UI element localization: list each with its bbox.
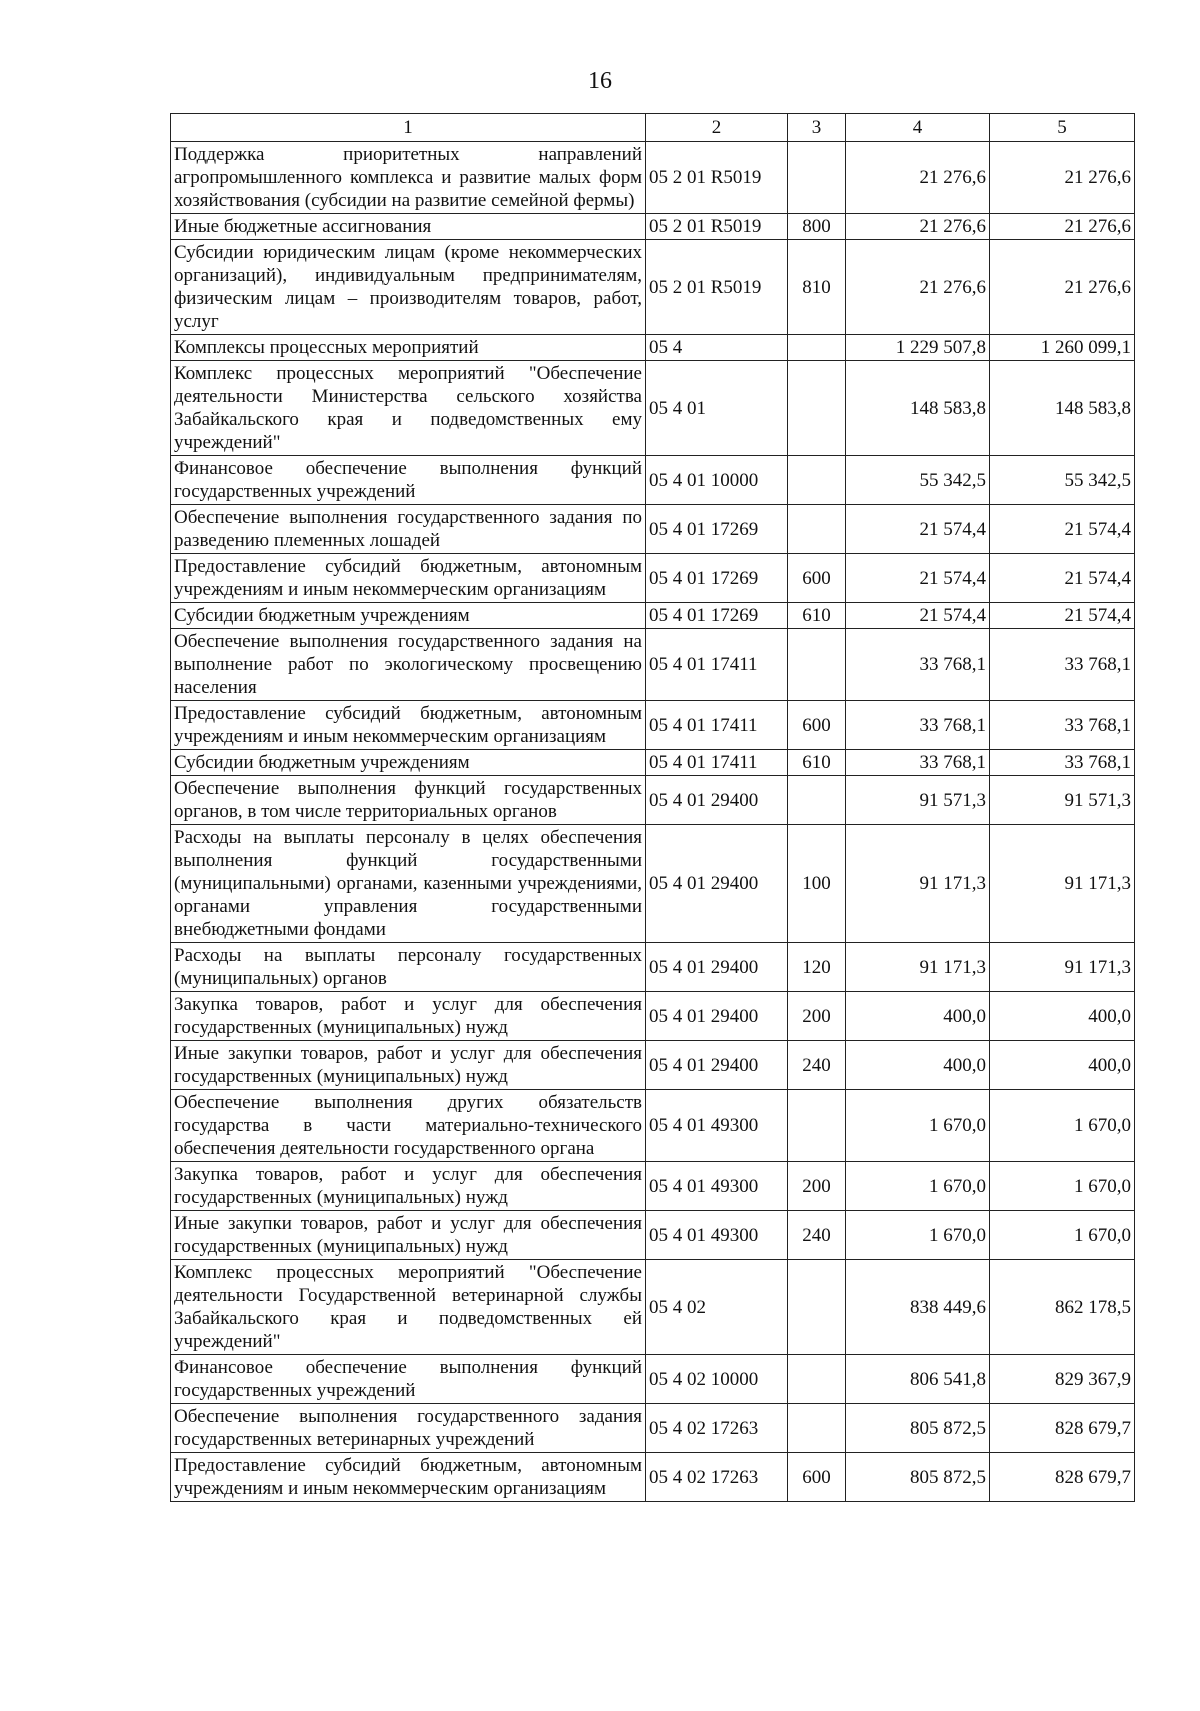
row-sum-col5-cell: 1 670,0 <box>990 1211 1135 1260</box>
row-name-cell: Закупка товаров, работ и услуг для обеспечения государственных (муниципальных) нужд <box>171 992 646 1041</box>
row-name-cell: Иные закупки товаров, работ и услуг для обеспечения государственных (муниципальных) нужд <box>171 1041 646 1090</box>
row-sum-col5-cell: 21 574,4 <box>990 505 1135 554</box>
row-code-cell: 05 4 01 49300 <box>646 1211 788 1260</box>
row-code-cell: 05 4 01 10000 <box>646 456 788 505</box>
row-code-cell: 05 2 01 R5019 <box>646 240 788 335</box>
table-row <box>171 750 1135 776</box>
row-sum-col4-cell: 806 541,8 <box>846 1355 990 1404</box>
row-sum-col4-cell: 838 449,6 <box>846 1260 990 1355</box>
row-type-cell: 200 <box>788 992 846 1041</box>
row-code-cell: 05 4 01 <box>646 361 788 456</box>
row-sum-col4-cell: 400,0 <box>846 992 990 1041</box>
table-row <box>171 825 1135 943</box>
row-code-cell: 05 4 01 17411 <box>646 629 788 701</box>
row-sum-col4-cell: 1 670,0 <box>846 1211 990 1260</box>
row-name-cell: Расходы на выплаты персоналу государственных (муниципальных) органов <box>171 943 646 992</box>
row-type-cell <box>788 505 846 554</box>
table-row <box>171 1355 1135 1404</box>
row-type-cell <box>788 1260 846 1355</box>
row-name-cell: Финансовое обеспечение выполнения функций государственных учреждений <box>171 456 646 505</box>
row-name-cell: Финансовое обеспечение выполнения функций государственных учреждений <box>171 1355 646 1404</box>
header-col-2: 2 <box>646 114 788 142</box>
row-code-cell: 05 4 01 17269 <box>646 505 788 554</box>
table-row <box>171 701 1135 750</box>
row-sum-col5-cell: 33 768,1 <box>990 629 1135 701</box>
page-number: 16 <box>588 68 612 94</box>
row-name-cell: Расходы на выплаты персоналу в целях обеспечения выполнения функций государственными (муниципальными) органами, казенными учреждениями, органами управления государственными внебюджетными фондами <box>171 825 646 943</box>
table-row <box>171 776 1135 825</box>
row-type-cell: 100 <box>788 825 846 943</box>
row-sum-col4-cell: 21 574,4 <box>846 554 990 603</box>
row-sum-col4-cell: 1 670,0 <box>846 1090 990 1162</box>
row-code-cell: 05 2 01 R5019 <box>646 142 788 214</box>
row-code-cell: 05 4 02 <box>646 1260 788 1355</box>
row-sum-col5-cell: 400,0 <box>990 992 1135 1041</box>
row-code-cell: 05 4 01 17411 <box>646 701 788 750</box>
header-col-5: 5 <box>990 114 1135 142</box>
row-type-cell <box>788 776 846 825</box>
row-name-cell: Субсидии бюджетным учреждениям <box>171 603 646 629</box>
row-type-cell: 610 <box>788 750 846 776</box>
table-row <box>171 1404 1135 1453</box>
table-body <box>171 142 1135 1502</box>
row-type-cell: 120 <box>788 943 846 992</box>
row-sum-col5-cell: 1 670,0 <box>990 1162 1135 1211</box>
row-type-cell: 600 <box>788 554 846 603</box>
row-sum-col4-cell: 91 171,3 <box>846 943 990 992</box>
row-code-cell: 05 4 01 17269 <box>646 554 788 603</box>
row-sum-col4-cell: 91 171,3 <box>846 825 990 943</box>
row-sum-col5-cell: 1 260 099,1 <box>990 335 1135 361</box>
row-sum-col5-cell: 21 276,6 <box>990 142 1135 214</box>
row-name-cell: Субсидии юридическим лицам (кроме некоммерческих организаций), индивидуальным предпринимателям, физическим лицам – производителям товаров, работ, услуг <box>171 240 646 335</box>
row-type-cell: 810 <box>788 240 846 335</box>
row-name-cell: Предоставление субсидий бюджетным, автономным учреждениям и иным некоммерческим организациям <box>171 701 646 750</box>
row-sum-col4-cell: 1 670,0 <box>846 1162 990 1211</box>
row-type-cell: 610 <box>788 603 846 629</box>
header-col-3: 3 <box>788 114 846 142</box>
row-sum-col4-cell: 21 276,6 <box>846 240 990 335</box>
table-row <box>171 554 1135 603</box>
table-row <box>171 603 1135 629</box>
row-sum-col5-cell: 828 679,7 <box>990 1453 1135 1502</box>
row-code-cell: 05 4 02 17263 <box>646 1453 788 1502</box>
row-type-cell: 240 <box>788 1211 846 1260</box>
row-type-cell: 600 <box>788 1453 846 1502</box>
row-sum-col4-cell: 21 276,6 <box>846 214 990 240</box>
row-sum-col5-cell: 148 583,8 <box>990 361 1135 456</box>
row-sum-col4-cell: 21 574,4 <box>846 505 990 554</box>
header-row <box>171 114 1135 142</box>
row-type-cell: 800 <box>788 214 846 240</box>
row-type-cell <box>788 1090 846 1162</box>
table-row <box>171 456 1135 505</box>
table-row <box>171 142 1135 214</box>
row-code-cell: 05 4 01 49300 <box>646 1090 788 1162</box>
row-sum-col5-cell: 828 679,7 <box>990 1404 1135 1453</box>
table-row <box>171 1453 1135 1502</box>
row-code-cell: 05 4 01 49300 <box>646 1162 788 1211</box>
row-sum-col5-cell: 91 171,3 <box>990 825 1135 943</box>
row-sum-col4-cell: 33 768,1 <box>846 750 990 776</box>
header-col-4: 4 <box>846 114 990 142</box>
row-sum-col5-cell: 91 171,3 <box>990 943 1135 992</box>
row-sum-col4-cell: 805 872,5 <box>846 1404 990 1453</box>
table-row <box>171 629 1135 701</box>
row-type-cell: 200 <box>788 1162 846 1211</box>
budget-table <box>170 113 1135 1502</box>
table-row <box>171 1211 1135 1260</box>
header-col-1: 1 <box>171 114 646 142</box>
row-type-cell <box>788 456 846 505</box>
row-name-cell: Поддержка приоритетных направлений агропромышленного комплекса и развитие малых форм хозяйствования (субсидии на развитие семейной фермы) <box>171 142 646 214</box>
row-sum-col5-cell: 862 178,5 <box>990 1260 1135 1355</box>
row-name-cell: Иные бюджетные ассигнования <box>171 214 646 240</box>
row-name-cell: Обеспечение выполнения государственного задания государственных ветеринарных учреждений <box>171 1404 646 1453</box>
table-row <box>171 240 1135 335</box>
row-sum-col4-cell: 148 583,8 <box>846 361 990 456</box>
table-row <box>171 214 1135 240</box>
row-type-cell <box>788 335 846 361</box>
row-name-cell: Обеспечение выполнения других обязательств государства в части материально-технического обеспечения деятельности государственного органа <box>171 1090 646 1162</box>
row-code-cell: 05 4 01 17411 <box>646 750 788 776</box>
row-sum-col4-cell: 21 276,6 <box>846 142 990 214</box>
row-sum-col5-cell: 1 670,0 <box>990 1090 1135 1162</box>
row-name-cell: Обеспечение выполнения функций государственных органов, в том числе территориальных органов <box>171 776 646 825</box>
row-type-cell: 600 <box>788 701 846 750</box>
row-name-cell: Комплексы процессных мероприятий <box>171 335 646 361</box>
row-name-cell: Иные закупки товаров, работ и услуг для обеспечения государственных (муниципальных) нужд <box>171 1211 646 1260</box>
row-sum-col4-cell: 33 768,1 <box>846 701 990 750</box>
row-name-cell: Комплекс процессных мероприятий "Обеспечение деятельности Министерства сельского хозяйства Забайкальского края и подведомственных ему учреждений" <box>171 361 646 456</box>
row-sum-col5-cell: 829 367,9 <box>990 1355 1135 1404</box>
row-type-cell <box>788 361 846 456</box>
row-sum-col4-cell: 55 342,5 <box>846 456 990 505</box>
row-sum-col5-cell: 33 768,1 <box>990 701 1135 750</box>
row-sum-col5-cell: 91 571,3 <box>990 776 1135 825</box>
row-sum-col4-cell: 400,0 <box>846 1041 990 1090</box>
table-row <box>171 943 1135 992</box>
row-name-cell: Комплекс процессных мероприятий "Обеспечение деятельности Государственной ветеринарной службы Забайкальского края и подведомственных ей учреждений" <box>171 1260 646 1355</box>
row-sum-col4-cell: 1 229 507,8 <box>846 335 990 361</box>
row-sum-col5-cell: 21 276,6 <box>990 214 1135 240</box>
row-type-cell: 240 <box>788 1041 846 1090</box>
row-code-cell: 05 4 02 10000 <box>646 1355 788 1404</box>
row-sum-col4-cell: 91 571,3 <box>846 776 990 825</box>
row-code-cell: 05 4 01 29400 <box>646 992 788 1041</box>
row-name-cell: Обеспечение выполнения государственного задания по разведению племенных лошадей <box>171 505 646 554</box>
table-row <box>171 505 1135 554</box>
row-sum-col5-cell: 21 574,4 <box>990 603 1135 629</box>
row-name-cell: Обеспечение выполнения государственного задания на выполнение работ по экологическому просвещению населения <box>171 629 646 701</box>
table-row <box>171 335 1135 361</box>
row-sum-col4-cell: 21 574,4 <box>846 603 990 629</box>
table-row <box>171 992 1135 1041</box>
row-code-cell: 05 2 01 R5019 <box>646 214 788 240</box>
row-code-cell: 05 4 01 17269 <box>646 603 788 629</box>
row-sum-col5-cell: 21 276,6 <box>990 240 1135 335</box>
row-type-cell <box>788 142 846 214</box>
row-type-cell <box>788 1404 846 1453</box>
row-code-cell: 05 4 01 29400 <box>646 1041 788 1090</box>
row-sum-col4-cell: 33 768,1 <box>846 629 990 701</box>
row-sum-col4-cell: 805 872,5 <box>846 1453 990 1502</box>
table-row <box>171 361 1135 456</box>
table-row <box>171 1260 1135 1355</box>
row-sum-col5-cell: 400,0 <box>990 1041 1135 1090</box>
row-sum-col5-cell: 33 768,1 <box>990 750 1135 776</box>
row-code-cell: 05 4 01 29400 <box>646 825 788 943</box>
row-sum-col5-cell: 55 342,5 <box>990 456 1135 505</box>
row-code-cell: 05 4 01 29400 <box>646 943 788 992</box>
row-code-cell: 05 4 02 17263 <box>646 1404 788 1453</box>
table-row <box>171 1090 1135 1162</box>
row-type-cell <box>788 1355 846 1404</box>
row-code-cell: 05 4 <box>646 335 788 361</box>
row-name-cell: Субсидии бюджетным учреждениям <box>171 750 646 776</box>
row-code-cell: 05 4 01 29400 <box>646 776 788 825</box>
row-name-cell: Закупка товаров, работ и услуг для обеспечения государственных (муниципальных) нужд <box>171 1162 646 1211</box>
row-name-cell: Предоставление субсидий бюджетным, автономным учреждениям и иным некоммерческим организациям <box>171 1453 646 1502</box>
table-row <box>171 1041 1135 1090</box>
row-sum-col5-cell: 21 574,4 <box>990 554 1135 603</box>
row-name-cell: Предоставление субсидий бюджетным, автономным учреждениям и иным некоммерческим организациям <box>171 554 646 603</box>
row-type-cell <box>788 629 846 701</box>
table-row <box>171 1162 1135 1211</box>
